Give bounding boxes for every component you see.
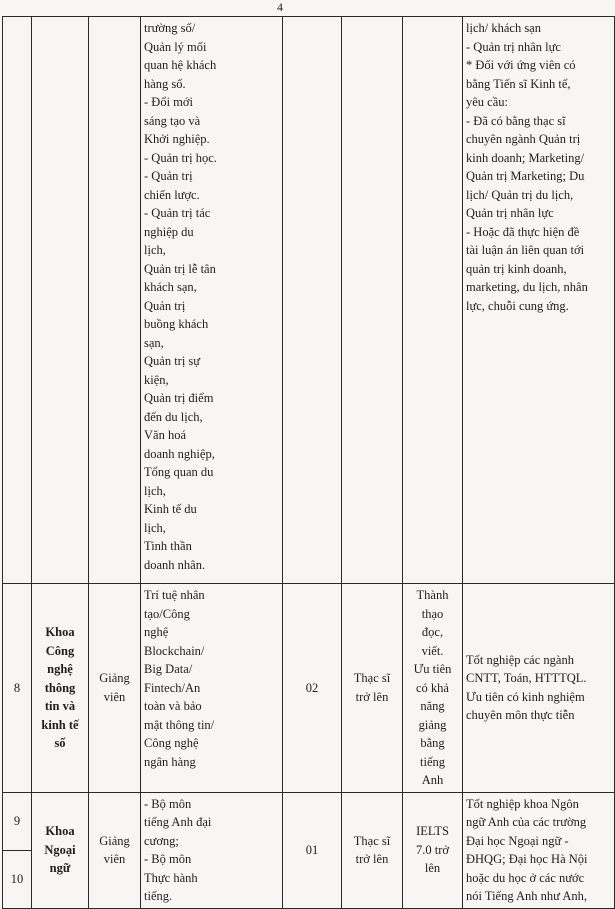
position-cell: [89, 584, 141, 793]
cell-line: thạo: [421, 606, 444, 621]
cell-line: Kinh tế du: [144, 502, 197, 516]
cell-line: chiến lược.: [144, 187, 200, 202]
cell-line: - Hoặc đã thực hiện đề: [466, 224, 580, 239]
majors-cell: [141, 792, 283, 908]
cell-line: Tốt nghiệp các ngành: [466, 652, 574, 667]
cell-line: Ưu tiên: [413, 662, 452, 676]
recruitment-table: [2, 16, 615, 909]
table-row: [3, 792, 615, 850]
requirements-cell: [463, 584, 615, 793]
cell-line: Tổng quan du: [144, 465, 214, 479]
faculty-cell: [32, 792, 89, 908]
cell-line: - Đã có bằng thạc sĩ: [466, 113, 566, 128]
cell-line: ngân hàng: [144, 754, 196, 769]
cell-line: khách sạn,: [144, 280, 197, 294]
cell-line: ngữ: [49, 861, 71, 876]
cell-line: Big Data/: [144, 662, 193, 676]
cell-line: * Đối với ứng viên có: [466, 58, 576, 72]
stt-cell: 10: [3, 850, 32, 908]
cell-line: tài luận án liên quan tới: [466, 243, 585, 257]
cell-line: chuyên ngành Quản trị: [466, 132, 581, 146]
cell-line: giảng: [418, 717, 447, 732]
cell-line: marketing, du lịch, nhân: [466, 280, 588, 294]
cell-line: năng: [420, 699, 445, 713]
cell-line: thông: [44, 680, 76, 695]
requirements-cell: [463, 17, 615, 584]
quantity-cell: 02: [283, 584, 342, 793]
cell-line: Văn hoá: [144, 428, 186, 442]
cell-line: 7.0 trở: [416, 842, 449, 857]
cell-line: Quản trị sự: [144, 354, 201, 368]
cell-line: tiếng.: [144, 889, 173, 903]
cell-line: đến du lịch,: [144, 409, 203, 424]
cell-line: Tinh thần: [144, 539, 192, 553]
cell-line: Công nghệ: [144, 736, 199, 750]
majors-cell: [141, 584, 283, 793]
cell-line: lực, chuỗi cung ứng.: [466, 298, 569, 313]
table-row-continued: [3, 17, 615, 584]
cell-line: Quản trị: [144, 298, 186, 313]
degree-cell: [342, 584, 403, 793]
cell-line: Tốt nghiệp khoa Ngôn: [466, 796, 579, 811]
cell-line: tạo/Công: [144, 606, 190, 621]
position-cell: [89, 17, 141, 584]
cell-line: viên: [103, 852, 126, 866]
stt-cell: 8: [3, 584, 32, 793]
cell-line: kinh doanh; Marketing/: [466, 150, 585, 165]
cell-line: Quản trị nhân lực: [466, 206, 554, 220]
table-row: [3, 584, 615, 793]
cell-line: lên: [424, 861, 441, 876]
cell-line: bằng Tiến sĩ Kinh tế,: [466, 76, 571, 91]
cell-line: doanh nhân.: [144, 557, 206, 572]
cell-line: đọc,: [421, 625, 444, 639]
cell-line: Trí tuệ nhân: [144, 588, 205, 602]
cell-line: - Quản trị tác: [144, 206, 211, 220]
cell-line: Khoa: [45, 625, 75, 639]
cell-line: Blockchain/: [144, 643, 205, 658]
cell-line: viết.: [421, 643, 444, 658]
cell-line: số: [54, 736, 66, 750]
cell-line: Khoa: [45, 824, 75, 839]
language-cell: [403, 584, 463, 793]
faculty-cell: [32, 584, 89, 793]
cell-line: Thực hành: [144, 870, 198, 885]
degree-cell: [342, 17, 403, 584]
cell-line: lịch,: [144, 243, 166, 257]
cell-line: Thành: [416, 588, 449, 602]
cell-line: Khởi nghiệp.: [144, 132, 210, 146]
cell-line: tin và: [44, 699, 76, 713]
cell-line: Quản lý mối: [144, 39, 207, 54]
cell-line: quan hệ khách: [144, 58, 217, 72]
cell-line: sạn,: [144, 335, 164, 350]
cell-line: tiếng: [420, 754, 445, 769]
cell-line: kinh tế: [41, 717, 79, 732]
cell-line: Thạc sĩ: [353, 671, 391, 686]
cell-line: kiện,: [144, 372, 169, 387]
cell-line: - Quản trị nhân lực: [466, 39, 561, 54]
faculty-cell: [32, 17, 89, 584]
cell-line: - Quản trị học.: [144, 150, 217, 165]
cell-line: yêu cầu:: [466, 95, 508, 109]
cell-line: nghiệp du: [144, 224, 194, 239]
cell-line: Quản trị lễ tân: [144, 261, 216, 276]
cell-line: Đại học Ngoại ngữ -: [466, 833, 569, 848]
language-cell: [403, 792, 463, 908]
cell-line: sáng tạo và: [144, 113, 201, 128]
cell-line: - Bộ môn: [144, 796, 192, 811]
cell-line: quản trị kinh doanh,: [466, 261, 567, 276]
stt-cell: 9: [3, 792, 32, 850]
cell-line: nói Tiếng Anh như Anh,: [466, 889, 588, 903]
stt-cell: [3, 17, 32, 584]
cell-line: Ngoại: [44, 842, 76, 857]
cell-line: CNTT, Toán, HTTTQL.: [466, 671, 587, 686]
majors-cell: [141, 17, 283, 584]
cell-line: - Bộ môn: [144, 852, 192, 866]
cell-line: lịch,: [144, 483, 166, 498]
cell-line: trở lên: [355, 689, 389, 704]
cell-line: ngữ Anh của các trường: [466, 815, 587, 829]
cell-line: toàn và bảo: [144, 699, 202, 713]
cell-line: viên: [103, 689, 126, 704]
degree-cell: [342, 792, 403, 908]
cell-line: - Đổi mới: [144, 95, 193, 109]
cell-line: IELTS: [416, 824, 449, 839]
cell-line: bằng: [420, 736, 445, 750]
cell-line: doanh nghiệp,: [144, 446, 215, 461]
cell-line: tiếng Anh đại: [144, 815, 212, 829]
position-cell: [89, 792, 141, 908]
cell-line: nghệ: [144, 625, 169, 639]
cell-line: lịch/ Quản trị du lịch,: [466, 187, 574, 202]
cell-line: Thạc sĩ: [353, 833, 391, 848]
quantity-cell: [283, 17, 342, 584]
cell-line: chuyên môn thực tiễn: [466, 708, 575, 723]
quantity-cell: 01: [283, 792, 342, 908]
cell-line: lịch/ khách sạn: [466, 21, 541, 35]
cell-line: - Quản trị: [144, 169, 193, 183]
cell-line: Ưu tiên có kinh nghiệm: [466, 689, 585, 704]
cell-line: ĐHQG; Đại học Hà Nội: [466, 852, 588, 866]
cell-line: Anh: [421, 773, 444, 787]
cell-line: mật thông tin/: [144, 717, 215, 732]
requirements-cell: [463, 792, 615, 908]
cell-line: buồng khách: [144, 317, 209, 331]
page-number: 4: [277, 0, 283, 14]
cell-line: trường số/: [144, 21, 196, 35]
cell-line: Quản trị Marketing; Du: [466, 169, 585, 183]
cell-line: nghệ: [47, 662, 73, 676]
cell-line: Công: [45, 643, 75, 658]
cell-line: trở lên: [355, 852, 389, 866]
cell-line: Fintech/An: [144, 680, 201, 695]
cell-line: hoặc du học ở các nước: [466, 870, 585, 885]
cell-line: cương;: [144, 833, 179, 848]
cell-line: lịch,: [144, 520, 166, 535]
language-cell: [403, 17, 463, 584]
cell-line: Giảng: [99, 833, 130, 848]
cell-line: Quản trị điểm: [144, 391, 214, 405]
cell-line: Giảng: [99, 671, 130, 686]
cell-line: có khả: [416, 680, 449, 695]
cell-line: hàng số.: [144, 76, 186, 91]
